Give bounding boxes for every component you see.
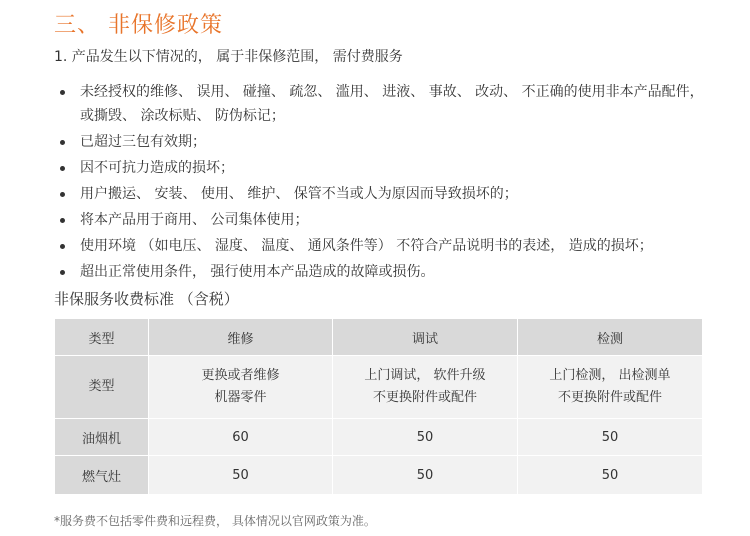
inspect-desc-line: 不更换附件或配件 — [557, 390, 662, 405]
footnote: *服务费不包括零件费和远程费， 具体情况以官网政策为准。 — [54, 514, 376, 528]
inspect-desc — [518, 356, 703, 419]
fee-table — [54, 318, 703, 495]
header-debug: 调试 — [333, 319, 518, 356]
repair-desc-line: 更换或者维修 — [201, 368, 280, 383]
inspect-fee: 50 — [518, 419, 703, 456]
row-label: 燃气灶 — [55, 456, 149, 495]
debug-desc-line: 上门调试， 软件升级 — [364, 368, 486, 383]
list-item: 使用环境 （如电压、 湿度、 温度、 通风条件等） 不符合产品说明书的表述， 造成的损坏； — [54, 234, 704, 258]
debug-fee: 50 — [333, 419, 518, 456]
header-repair: 维修 — [149, 319, 333, 356]
list-item: 因不可抗力造成的损坏； — [54, 156, 704, 180]
header-type: 类型 — [55, 319, 149, 356]
inspect-desc-line: 上门检测， 出检测单 — [549, 368, 671, 383]
row-label: 油烟机 — [55, 419, 149, 456]
header-inspect: 检测 — [518, 319, 703, 356]
fee-table-title: 非保服务收费标准 （含税） — [54, 290, 239, 308]
list-item: 超出正常使用条件， 强行使用本产品造成的故障或损伤。 — [54, 260, 704, 284]
list-item: 未经授权的维修、 误用、 碰撞、 疏忽、 滥用、 进液、 事故、 改动、 不正确的使用非本产品配件， 或撕毁、 涂改标贴、 防伪标记； — [54, 80, 704, 128]
non-warranty-list — [54, 80, 704, 286]
table-row — [55, 419, 703, 456]
table-row — [55, 456, 703, 495]
list-item: 已超过三包有效期； — [54, 130, 704, 154]
repair-desc-line: 机器零件 — [214, 390, 267, 405]
debug-desc — [333, 356, 518, 419]
intro-text: 1. 产品发生以下情况的， 属于非保修范围， 需付费服务 — [54, 49, 403, 65]
repair-fee: 50 — [149, 456, 333, 495]
debug-desc-line: 不更换附件或配件 — [372, 390, 477, 405]
section-title: 三、 非保修政策 — [54, 13, 223, 38]
table-header-row — [55, 319, 703, 356]
debug-fee: 50 — [333, 456, 518, 495]
inspect-fee: 50 — [518, 456, 703, 495]
list-item: 将本产品用于商用、 公司集体使用； — [54, 208, 704, 232]
row-label: 类型 — [55, 356, 149, 419]
repair-desc — [149, 356, 333, 419]
table-row — [55, 356, 703, 419]
list-item: 用户搬运、 安装、 使用、 维护、 保管不当或人为原因而导致损坏的； — [54, 182, 704, 206]
repair-fee: 60 — [149, 419, 333, 456]
